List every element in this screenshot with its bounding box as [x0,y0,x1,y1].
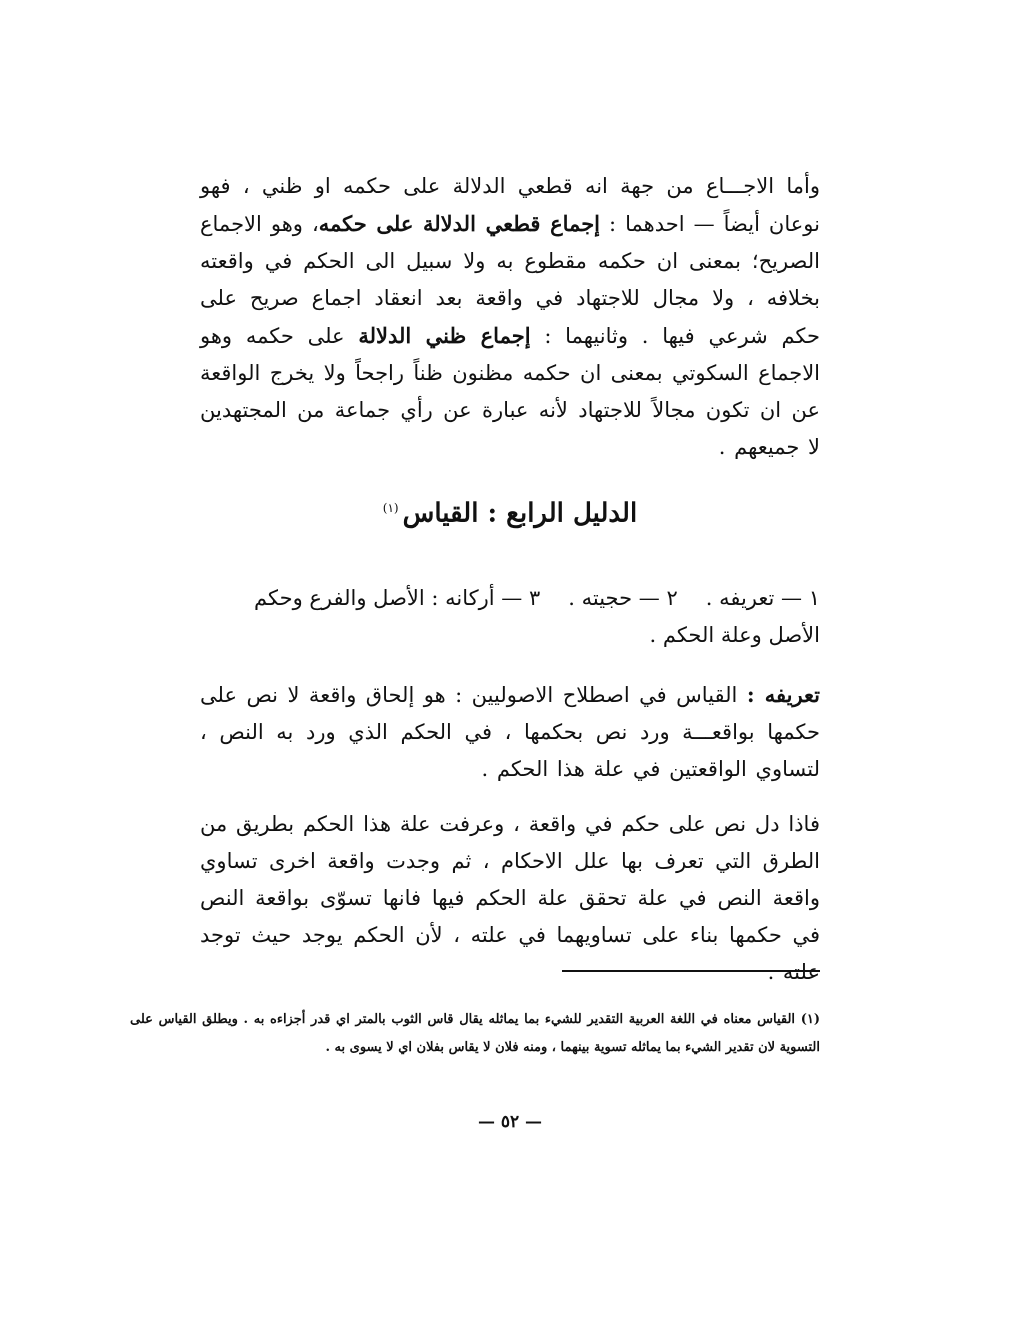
definition-paragraph [200,676,820,788]
topic-item-1: ١ — تعريفه . [705,586,820,610]
definition-text: القياس في اصطلاح الاصوليين : هو إلحاق واقعة لا نص على حكمها بواقعـــة ورد نص بحكمها ، في الحكم الذي ورد به النص ، لتساوي الواقعتين في علة هذا الحكم . [200,683,820,781]
ijma-text-1: وأما الاجـــاع من جهة انه قطعي الدلالة على حكمه او ظني ، فهو نوعان أيضاً — احدهما : [200,174,820,236]
topic-item-3: ٣ — أركانه : الأصل والفرع وحكم [254,586,541,610]
page-number: — ٥٢ — [477,1112,543,1132]
ijma-speculative-term: إجماع ظني الدلالة [358,323,531,348]
footnote: (١) القياس معناه في اللغة العربية التقدير للشيء بما يماثله يقال قاس الثوب بالمتر اي قدر أجزاءه به . ويطلق القياس على التسوية لان تقدير الشيء بما يماثله تسوية بينهما ، ومنه فلان لا يقاس بفلان اي لا يسوى به . [130,1012,820,1055]
topic-item-2: ٢ — حجيته . [568,586,678,610]
ijma-text-2: ، وهو الاجماع الصريح؛ بمعنى ان حكمه مقطوع به ولا سبيل الى الحكم في واقعته بخلافه ، ولا مجال للاجتهاد في واقعة بعد انعقاد اجماع صريح على حكم شرعي فيها . وثانيهما : [200,212,820,348]
section-title: الدليل الرابع : القياس [402,498,638,529]
definition-label: تعريفه : [746,682,821,707]
section-heading [0,488,1020,534]
topics-continuation: الأصل وعلة الحكم . [649,623,820,647]
ijma-text-3: على حكمه وهو الاجماع السكوتي بمعنى ان حكمه مظنون ظناً راجحاً ولا يخرج الواقعة عن ان تكون مجالاً للاجتهاد لأنه عبارة عن رأي جماعة من المجتهدين لا جميعهم . [200,324,820,459]
explanation-paragraph: فاذا دل نص على حكم في واقعة ، وعرفت علة هذا الحكم بطريق من الطرق التي تعرف بها علل الاحكام ، ثم وجدت واقعة اخرى تساوي واقعة النص في علة تحقق علة الحكم فيها فانها تسوّى بواقعة النص في حكمها بناء على تساويهما في علته ، لأن الحكم يوجد حيث توجد علته . [200,812,820,984]
ijma-paragraph [200,168,820,466]
ijma-definite-term: إجماع قطعي الدلالة على حكمه [318,211,601,236]
topics-list [200,580,820,617]
footnote-divider [562,970,820,972]
footnote-reference: (١) [382,501,399,515]
